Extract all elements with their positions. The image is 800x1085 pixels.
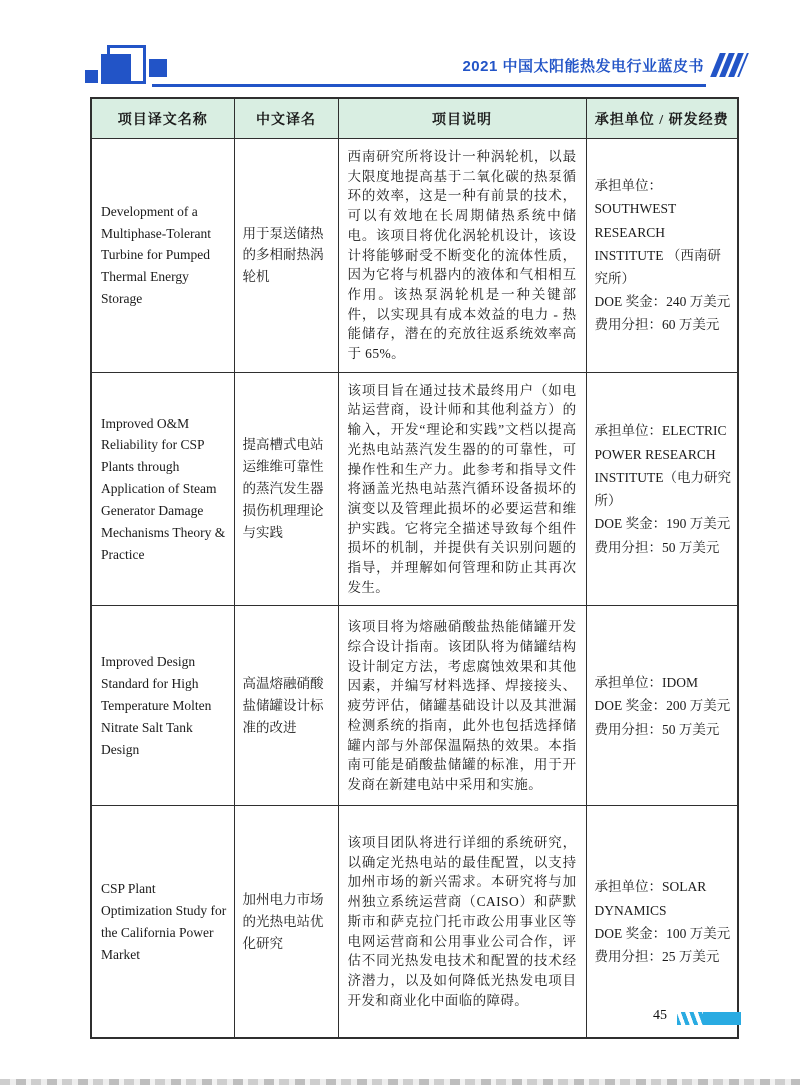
header-divider-line [152, 84, 706, 87]
funding-line: 费用分担：25 万美元 [594, 948, 720, 964]
project-funding [586, 139, 738, 373]
scan-edge-artifact [0, 1079, 800, 1085]
project-funding [586, 606, 738, 806]
funding-line: DOE 奖金：240 万美元 [594, 294, 731, 310]
project-description: 该项目团队将进行详细的系统研究，以确定光热电站的最佳配置，以支持加州市场的新兴需求。本研究将与加州独立系统运营商（CAISO）和萨默斯市和萨克拉门托市政公用事业区等电网运营商和公用事业公司合作，评估不同光热发电技术和配置的技术经济潜力，以及如何降低光热发电项目开发和商业化中面临的障碍。 [338, 806, 586, 1038]
funding-line: 承担单位：ELECTRIC POWER RESEARCH INSTITUTE（电力研究所） [594, 423, 731, 509]
column-header: 项目译文名称 [91, 98, 234, 139]
table-row [91, 139, 738, 373]
project-funding [586, 806, 738, 1038]
project-name-en: CSP Plant Optimization Study for the California Power Market [91, 806, 234, 1038]
project-name-en: Improved O&M Reliability for CSP Plants through Application of Steam Generator Damage Mechanisms Theory & Practice [91, 372, 234, 606]
logo-square-small-right [149, 59, 167, 77]
table-row [91, 606, 738, 806]
project-description: 西南研究所将设计一种涡轮机，以最大限度地提高基于二氧化碳的热泵循环的效率，这是一种有前景的技术，可以有效地在长周期储热系统中储电。该项目将优化涡轮机设计，该设计将能够耐受不断变化的流体性质，因为它将与机器内的液体和气相相互作用。该热泵涡轮机是一种关键部件，以实现具有成本效益的电力 - 热能储存，潜在的充放往返系统效率高于 65%。 [338, 139, 586, 373]
funding-line: 费用分担：60 万美元 [594, 317, 720, 333]
table-row [91, 372, 738, 606]
project-description: 该项目将为熔融硝酸盐热能储罐开发综合设计指南。该团队将为储罐结构设计制定方法，考虑腐蚀效果和其他因素，并编写材料选择、焊接接头、疲劳评估，储罐基础设计以及其泄漏检测系统的指南，此外也包括选择储罐内部与外部保温隔热的效果。本指南可能是硝酸盐储罐的标准，用于开发商在新建电站中采用和实施。 [338, 606, 586, 806]
project-name-cn: 加州电力市场的光热电站优化研究 [234, 806, 338, 1038]
report-title: 2021 中国太阳能热发电行业蓝皮书 [462, 58, 704, 75]
logo-square-solid [101, 54, 131, 84]
funding-line: DOE 奖金：200 万美元 [594, 698, 731, 714]
funding-line: 承担单位：SOLAR DYNAMICS [594, 879, 707, 918]
projects-table [90, 97, 739, 1039]
bluebook-logo-icon [85, 45, 170, 89]
header-slashes-icon [715, 53, 744, 77]
funding-line: 费用分担：50 万美元 [594, 721, 720, 737]
funding-line: DOE 奖金：100 万美元 [594, 925, 731, 941]
footer-bar-decoration [677, 1012, 741, 1025]
project-funding [586, 372, 738, 606]
funding-line: SOUTHWEST RESEARCH INSTITUTE （西南研究所） [594, 201, 721, 286]
table-row [91, 806, 738, 1038]
project-name-en: Development of a Multiphase-Tolerant Turbine for Pumped Thermal Energy Storage [91, 139, 234, 373]
logo-square-small-left [85, 70, 98, 83]
column-header: 承担单位 / 研发经费 [586, 98, 738, 139]
funding-line: 费用分担：50 万美元 [594, 539, 720, 555]
table-header-row [91, 98, 738, 139]
funding-line: DOE 奖金：190 万美元 [594, 516, 731, 532]
funding-line: 承担单位：IDOM [594, 675, 698, 691]
project-description: 该项目旨在通过技术最终用户（如电站运营商，设计师和其他利益方）的输入，开发“理论和实践”文档以提高光热电站蒸汽发生器的的可靠性，可操作性和生产力。此参考和指导文件将涵盖光热电站蒸汽循环设备损坏的演变以及管理此损坏的必要运营和维护实践。它将完全描述导致每个组件损坏的机制，并提供有关识别问题的指导，并理解如何管理和防止其再次发生。 [338, 372, 586, 606]
funding-line: 承担单位： [594, 178, 662, 194]
page-number: 45 [653, 1008, 667, 1023]
project-name-en: Improved Design Standard for High Temperature Molten Nitrate Salt Tank Design [91, 606, 234, 806]
project-name-cn: 用于泵送储热的多相耐热涡轮机 [234, 139, 338, 373]
project-name-cn: 提高槽式电站运维维可靠性的蒸汽发生器损伤机理理论与实践 [234, 372, 338, 606]
project-name-cn: 高温熔融硝酸盐储罐设计标准的改进 [234, 606, 338, 806]
column-header: 项目说明 [338, 98, 586, 139]
column-header: 中文译名 [234, 98, 338, 139]
